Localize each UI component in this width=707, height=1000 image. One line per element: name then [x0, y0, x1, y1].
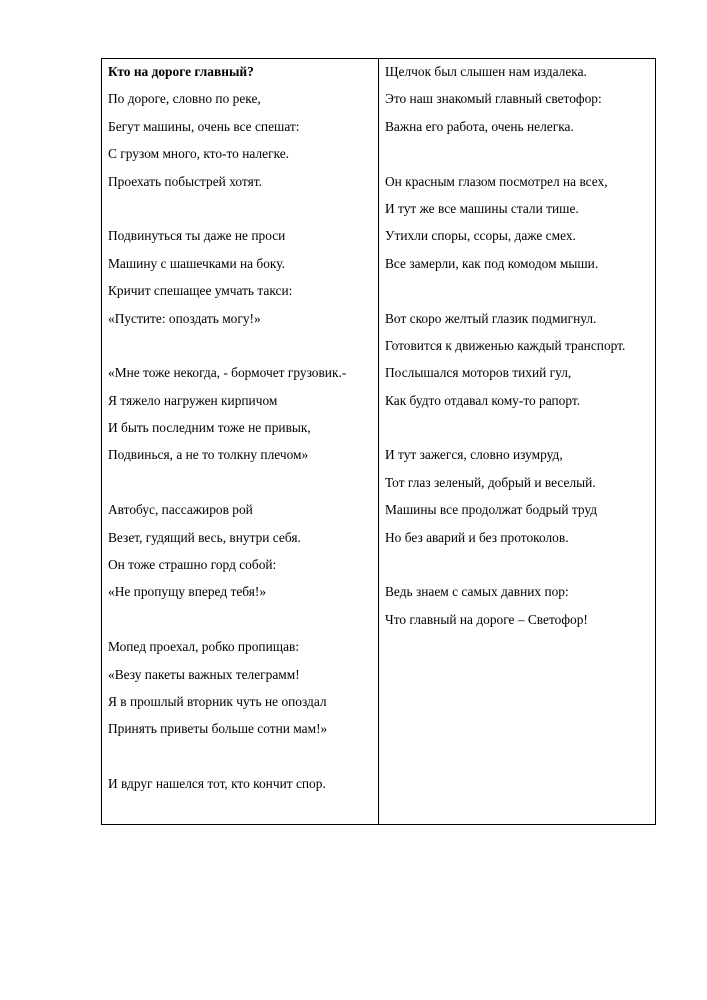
poem-line: Он красным глазом посмотрел на всех, [385, 173, 608, 189]
poem-line: Он тоже страшно горд собой: [108, 557, 277, 573]
stanza-gap [108, 748, 378, 775]
poem-table [101, 58, 656, 825]
poem-line: Тот глаз зеленый, добрый и веселый. [385, 474, 596, 490]
poem-line: Принять приветы больше сотни мам!» [108, 721, 328, 737]
stanza-gap [385, 556, 655, 583]
poem-line: Кричит спешащее умчать такси: [108, 283, 293, 299]
poem-line: Я в прошлый вторник чуть не опоздал [108, 693, 327, 709]
poem-line: Готовится к движенью каждый транспорт. [385, 337, 626, 353]
poem-line: Важна его работа, очень нелегка. [385, 118, 574, 134]
poem-line: Мопед проехал, робко пропищав: [108, 639, 300, 655]
poem-line: Бегут машины, очень все спешат: [108, 118, 300, 134]
poem-line: Машины все продолжат бодрый труд [385, 502, 598, 518]
stanza-gap [108, 474, 378, 501]
poem-line: Это наш знакомый главный светофор: [385, 91, 602, 107]
poem-line: Как будто отдавал кому-то рапорт. [385, 392, 581, 408]
poem-line: И вдруг нашелся тот, кто кончит спор. [108, 776, 326, 792]
poem-line: Автобус, пассажиров рой [108, 502, 253, 518]
poem-line: Все замерли, как под комодом мыши. [385, 255, 599, 271]
poem-line: «Везу пакеты важных телеграмм! [108, 666, 300, 682]
poem-line: Везет, гудящий весь, внутри себя. [108, 529, 301, 545]
poem-line: Что главный на дороге – Светофор! [385, 611, 588, 627]
poem-line: Вот скоро желтый глазик подмигнул. [385, 310, 597, 326]
poem-line: «Не пропущу вперед тебя!» [108, 584, 267, 600]
poem-line: Подвинься, а не то толкну плечом» [108, 447, 309, 463]
stanza-gap [108, 611, 378, 638]
poem-column-left [102, 59, 379, 824]
poem-column-right [379, 59, 655, 824]
poem-line: «Мне тоже некогда, - бормочет грузовик.- [108, 365, 347, 381]
poem-line: Утихли споры, ссоры, даже смех. [385, 228, 576, 244]
stanza-gap [108, 200, 378, 227]
poem-line: С грузом много, кто-то налегке. [108, 146, 290, 162]
poem-line: По дороге, словно по реке, [108, 91, 261, 107]
poem-line: Проехать побыстрей хотят. [108, 173, 262, 189]
poem-line: Я тяжело нагружен кирпичом [108, 392, 278, 408]
poem-line: «Пустите: опоздать могу!» [108, 310, 261, 326]
stanza-gap [385, 145, 655, 172]
poem-line: И тут зажегся, словно изумруд, [385, 447, 563, 463]
poem-line: Ведь знаем с самых давних пор: [385, 584, 569, 600]
poem-line: И быть последним тоже не привык, [108, 420, 311, 436]
poem-line: Подвинуться ты даже не проси [108, 228, 286, 244]
stanza-gap [385, 419, 655, 446]
poem-line: Машину с шашечками на боку. [108, 255, 285, 271]
stanza-gap [108, 337, 378, 364]
poem-line: Щелчок был слышен нам издалека. [385, 64, 587, 79]
poem-title: Кто на дороге главный? [108, 64, 254, 79]
poem-line: Но без аварий и без протоколов. [385, 529, 569, 545]
stanza-gap [385, 282, 655, 309]
poem-line: Послышался моторов тихий гул, [385, 365, 572, 381]
poem-line: И тут же все машины стали тише. [385, 200, 579, 216]
